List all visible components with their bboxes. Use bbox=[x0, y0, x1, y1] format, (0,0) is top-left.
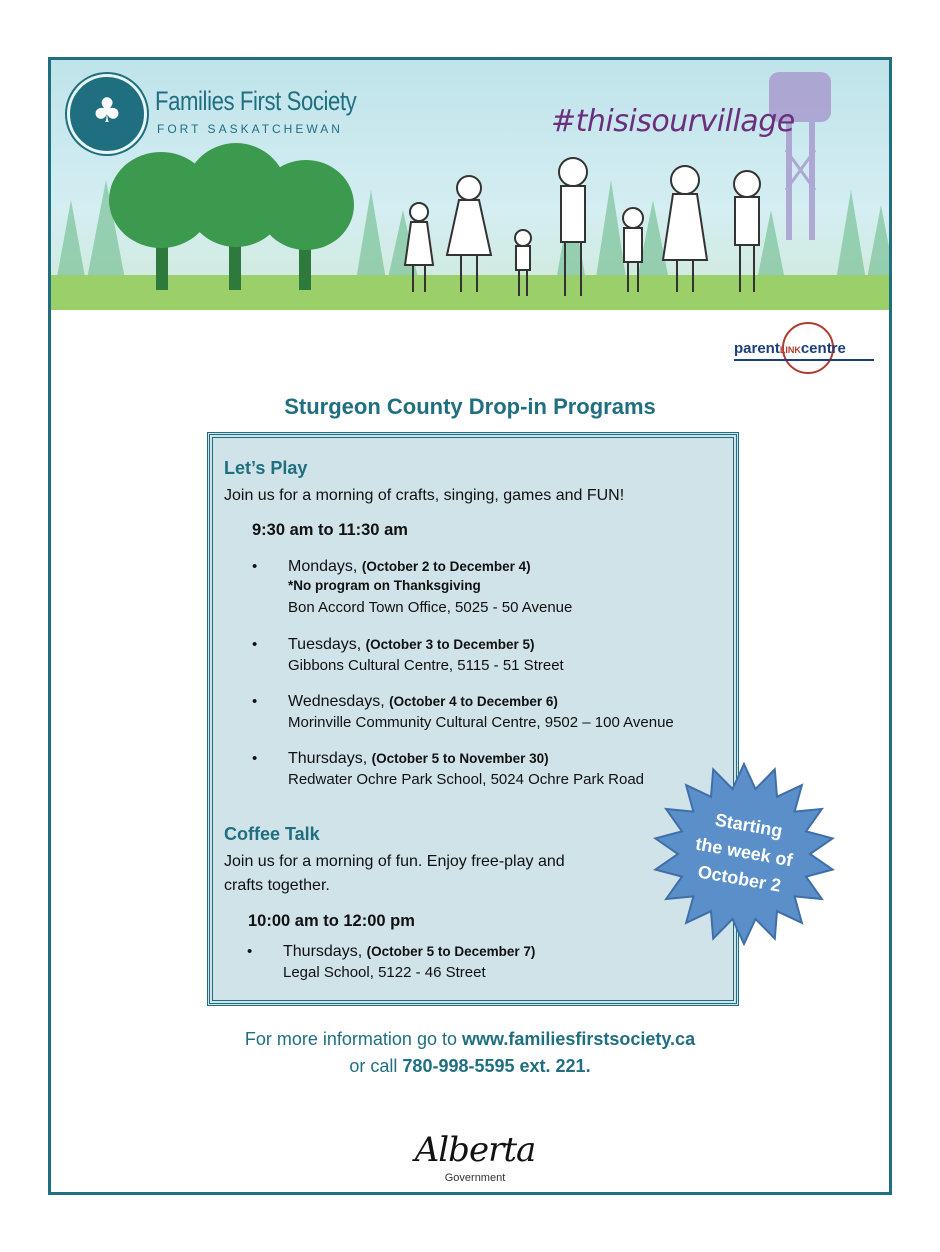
logo-underline bbox=[734, 359, 874, 361]
alberta-government-logo: Alberta Government bbox=[414, 1130, 536, 1184]
coffee-talk-heading: Coffee Talk bbox=[224, 824, 320, 844]
bullet: • bbox=[252, 558, 258, 575]
org-subtitle: FORT SASKATCHEWAN bbox=[157, 122, 343, 136]
bullet: • bbox=[252, 750, 258, 767]
bullet: • bbox=[252, 636, 258, 653]
bullet: • bbox=[252, 693, 258, 710]
phone-number: 780-998-5595 ext. 221. bbox=[402, 1056, 591, 1076]
tree-icon bbox=[109, 143, 354, 290]
thanksgiving-note: *No program on Thanksgiving bbox=[288, 578, 481, 593]
tree-icon: ♣ bbox=[91, 91, 123, 131]
list-item: • Thursdays, (October 5 to December 7) Legal School, 5122 - 46 Street bbox=[247, 943, 536, 981]
coffee-talk-time: 10:00 am to 12:00 pm bbox=[248, 912, 415, 930]
coffee-talk-description-2: crafts together. bbox=[224, 877, 330, 894]
header-banner bbox=[51, 60, 889, 310]
starting-badge-text: Starting the week of October 2 bbox=[694, 809, 795, 896]
families-first-logo bbox=[67, 74, 147, 154]
parent-link-centre-logo bbox=[730, 322, 880, 378]
org-name: Families First Society bbox=[155, 86, 357, 116]
list-item: • Mondays, (October 2 to December 4) *No program on Thanksgiving Bon Accord Town Office, 5025 - 50 Avenue bbox=[252, 558, 573, 616]
coffee-talk-description-1: Join us for a morning of fun. Enjoy free-play and bbox=[224, 853, 565, 870]
list-item: • Wednesdays, (October 4 to December 6) Morinville Community Cultural Centre, 9502 – 100 Avenue bbox=[252, 693, 674, 731]
lets-play-heading: Let’s Play bbox=[224, 458, 308, 478]
page-title: Sturgeon County Drop-in Programs bbox=[284, 394, 656, 419]
list-item: • Tuesdays, (October 3 to December 5) Gibbons Cultural Centre, 5115 - 51 Street bbox=[252, 636, 564, 674]
footer-phone-line: or call 780-998-5595 ext. 221. bbox=[349, 1056, 591, 1076]
parent-link-text: parentLINKcentre bbox=[734, 340, 846, 357]
list-item: • Thursdays, (October 5 to November 30) Redwater Ochre Park School, 5024 Ochre Park Road bbox=[252, 750, 645, 788]
footer-info-line: For more information go to www.familiesfirstsociety.ca bbox=[244, 1029, 696, 1049]
website-link[interactable]: www.familiesfirstsociety.ca bbox=[461, 1029, 696, 1049]
water-tower-icon bbox=[769, 72, 831, 240]
lets-play-description: Join us for a morning of crafts, singing, games and FUN! bbox=[224, 487, 625, 504]
hashtag: #thisisourvillage bbox=[551, 104, 795, 139]
lets-play-time: 9:30 am to 11:30 am bbox=[252, 521, 408, 539]
bullet: • bbox=[247, 943, 253, 960]
